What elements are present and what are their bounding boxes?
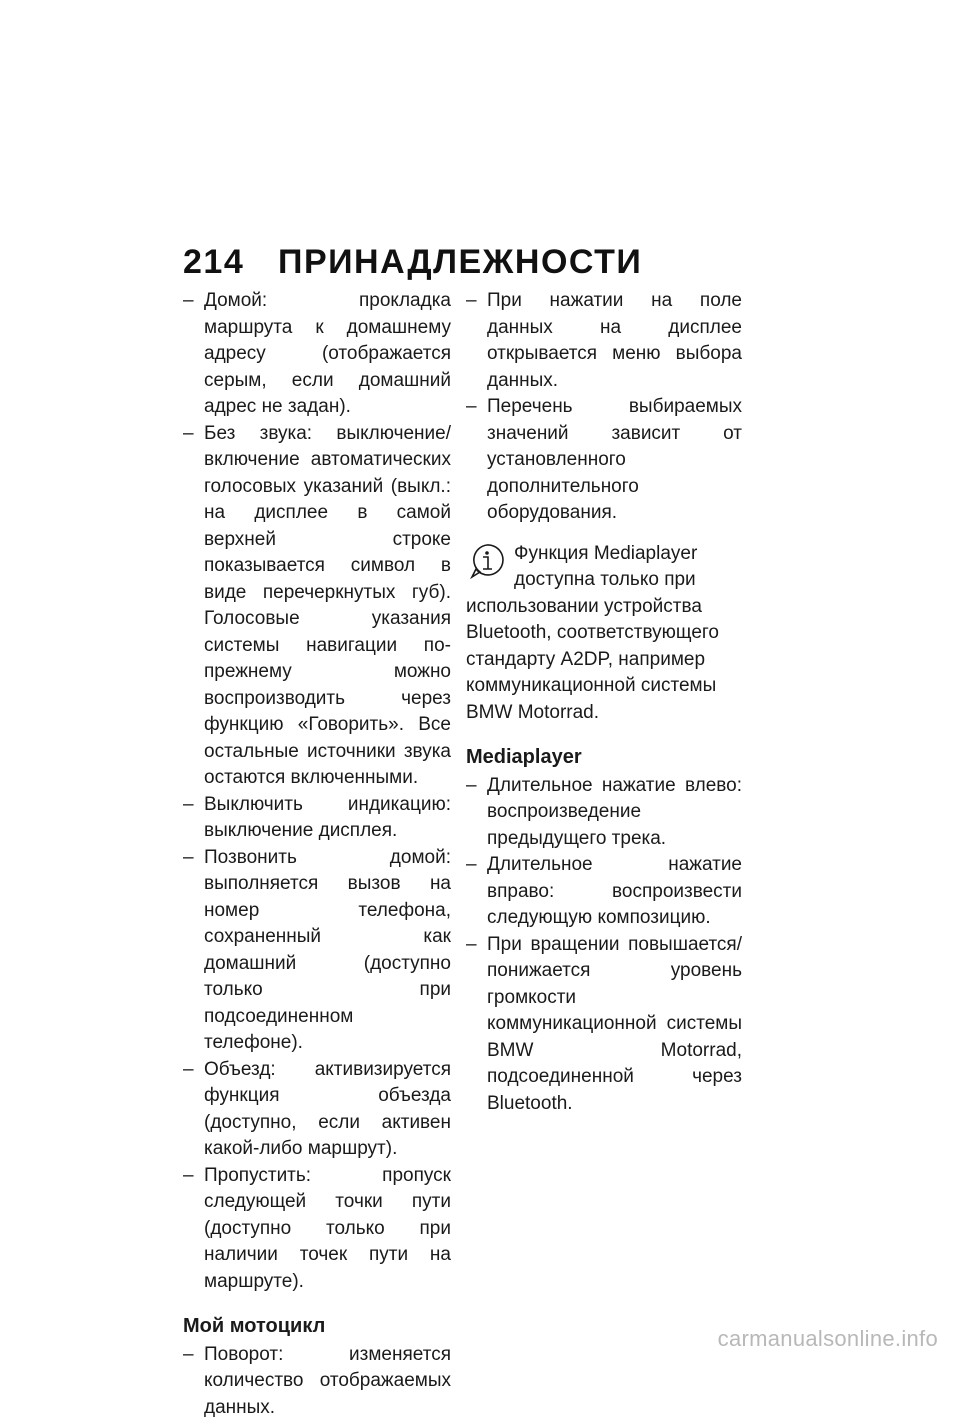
dash-bullet: – bbox=[466, 394, 487, 421]
dash-bullet: – bbox=[183, 1163, 204, 1190]
section-title-my-motorcycle: Мой мотоцикл bbox=[183, 1313, 451, 1340]
list-item-text: При нажатии на поле данных на дисплее открывается меню выбора данных. bbox=[487, 288, 742, 394]
list-item-text: Длительное нажатие влево: воспроизведение предыдущего трека. bbox=[487, 773, 742, 853]
list-item-text: Перечень выбираемых значений зависит от установленного дополнительного оборудования. bbox=[487, 394, 742, 527]
list-item bbox=[183, 1342, 451, 1421]
info-note bbox=[466, 541, 742, 727]
list-item-text: Без звука: выключение/включение автоматических голосовых указаний (выкл.: на дисплее в самой верхней строке показывается символ в виде перечеркнутых губ). Голосовые указания системы навигации по-прежнему можно воспроизводить через функцию «Говорить». Все остальные источники звука остаются включенными. bbox=[204, 421, 451, 792]
dash-bullet: – bbox=[183, 1342, 204, 1369]
list-item bbox=[183, 845, 451, 1057]
dash-bullet: – bbox=[183, 792, 204, 819]
list-item-text: Длительное нажатие вправо: воспроизвести следующую композицию. bbox=[487, 852, 742, 932]
list-item bbox=[466, 852, 742, 932]
info-icon bbox=[470, 543, 504, 579]
dash-bullet: – bbox=[183, 288, 204, 315]
list-item-text: При вращении повышается/понижается уровень громкости коммуникационной системы BMW Motorrad, подсоединенной через Bluetooth. bbox=[487, 932, 742, 1118]
dash-bullet: – bbox=[466, 852, 487, 879]
list-item-text: Объезд: активизируется функция объезда (доступно, если активен какой-либо маршрут). bbox=[204, 1057, 451, 1163]
left-column bbox=[183, 288, 451, 1421]
page-title: ПРИНАДЛЕЖНОСТИ bbox=[278, 243, 642, 282]
list-item-text: Выключить индикацию: выключение дисплея. bbox=[204, 792, 451, 845]
list-item bbox=[466, 932, 742, 1118]
list-item bbox=[466, 773, 742, 853]
dash-bullet: – bbox=[466, 932, 487, 959]
list-item bbox=[183, 421, 451, 792]
list-item bbox=[183, 792, 451, 845]
dash-bullet: – bbox=[183, 421, 204, 448]
list-item bbox=[466, 288, 742, 394]
list-item bbox=[183, 1163, 451, 1296]
dash-bullet: – bbox=[183, 1057, 204, 1084]
list-item-text: Позвонить домой: выполняется вызов на номер телефона, сохраненный как домашний (доступно только при подсоединенном телефоне). bbox=[204, 845, 451, 1057]
list-item-text: Пропустить: пропуск следующей точки пути (доступно только при наличии точек пути на маршруте). bbox=[204, 1163, 451, 1296]
list-item bbox=[183, 1057, 451, 1163]
list-item-text: Поворот: изменяется количество отображаемых данных. bbox=[204, 1342, 451, 1421]
right-column bbox=[466, 288, 742, 1117]
dash-bullet: – bbox=[466, 773, 487, 800]
page-header bbox=[183, 243, 642, 282]
info-note-text: Функция Mediaplayer доступна только при использовании устройства Bluetooth, соответствующего стандарту A2DP, например коммуникационной системы BMW Motorrad. bbox=[466, 541, 742, 727]
dash-bullet: – bbox=[183, 845, 204, 872]
page-number: 214 bbox=[183, 243, 278, 282]
list-item bbox=[466, 394, 742, 527]
watermark: carmanualsonline.info bbox=[718, 1326, 938, 1352]
list-item bbox=[183, 288, 451, 421]
section-title-mediaplayer: Mediaplayer bbox=[466, 744, 742, 771]
list-item-text: Домой: прокладка маршрута к домашнему адресу (отображается серым, если домашний адрес не задан). bbox=[204, 288, 451, 421]
dash-bullet: – bbox=[466, 288, 487, 315]
